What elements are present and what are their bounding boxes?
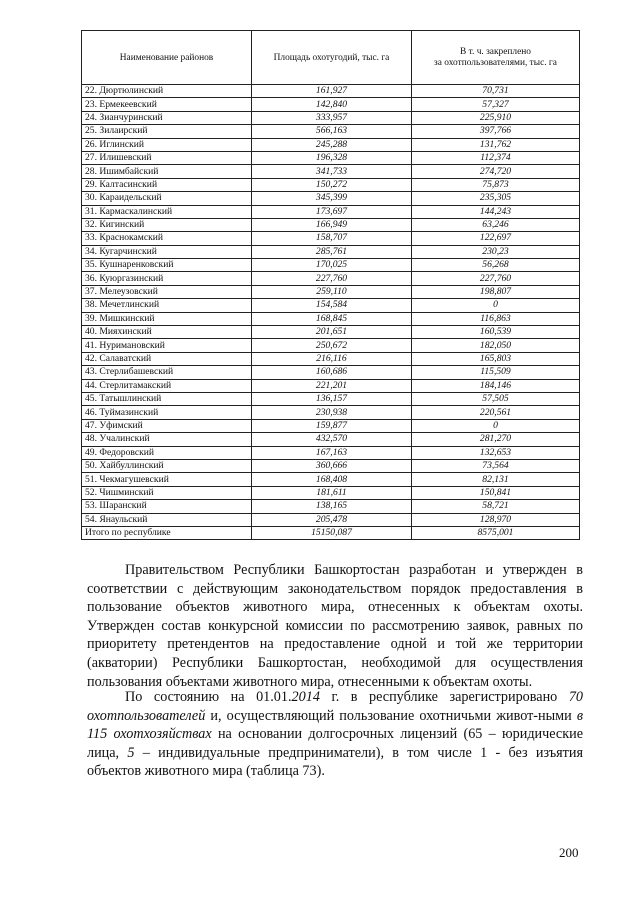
table-row	[82, 419, 580, 432]
assigned-area-cell: 274,720	[412, 165, 580, 178]
table-row	[82, 245, 580, 258]
district-name-cell: 49. Федоровский	[82, 446, 252, 459]
assigned-area-cell: 82,131	[412, 473, 580, 486]
hunting-area-cell: 154,584	[252, 299, 412, 312]
hunting-area-cell: 227,760	[252, 272, 412, 285]
hunting-area-cell: 159,877	[252, 419, 412, 432]
district-name-cell: 40. Мияхинский	[82, 326, 252, 339]
district-name-cell: 37. Мелеузовский	[82, 285, 252, 298]
table-row	[82, 259, 580, 272]
assigned-area-cell: 131,762	[412, 138, 580, 151]
hunting-area-cell: 205,478	[252, 513, 412, 526]
table-row	[82, 473, 580, 486]
assigned-area-cell: 160,539	[412, 326, 580, 339]
hunting-area-cell: 360,666	[252, 459, 412, 472]
hunting-area-cell: 216,116	[252, 352, 412, 365]
assigned-area-cell: 165,803	[412, 352, 580, 365]
table-row	[82, 513, 580, 526]
header-assigned-line1: В т. ч. закреплено	[460, 46, 531, 57]
district-name-cell: 29. Калтасинский	[82, 178, 252, 191]
district-name-cell: 25. Зилаирский	[82, 125, 252, 138]
district-name-cell: 33. Краснокамский	[82, 232, 252, 245]
assigned-area-cell: 144,243	[412, 205, 580, 218]
hunting-area-cell: 250,672	[252, 339, 412, 352]
assigned-area-cell: 57,327	[412, 98, 580, 111]
district-name-cell: 23. Ермекеевский	[82, 98, 252, 111]
assigned-area-cell: 235,305	[412, 192, 580, 205]
table-row	[82, 326, 580, 339]
page-number: 200	[559, 845, 579, 860]
table-row	[82, 392, 580, 405]
assigned-area-cell: 225,910	[412, 111, 580, 124]
assigned-area-cell: 150,841	[412, 486, 580, 499]
p2-year: 2014	[291, 689, 320, 705]
district-name-cell: 45. Татышлинский	[82, 392, 252, 405]
table-row	[82, 459, 580, 472]
header-hunting-area: Площадь охотугодий, тыс. га	[252, 31, 412, 85]
assigned-area-cell: 122,697	[412, 232, 580, 245]
district-name-cell: 30. Караидельский	[82, 192, 252, 205]
district-name-cell: 53. Шаранский	[82, 500, 252, 513]
district-name-cell: Итого по республике	[82, 526, 252, 539]
hunting-area-cell: 150,272	[252, 178, 412, 191]
table-row	[82, 151, 580, 164]
district-name-cell: 26. Иглинский	[82, 138, 252, 151]
table-row	[82, 125, 580, 138]
header-assigned-line2: за охотпользователями, тыс. га	[434, 57, 557, 68]
hunting-area-cell: 168,408	[252, 473, 412, 486]
assigned-area-cell: 397,766	[412, 125, 580, 138]
assigned-area-cell: 220,561	[412, 406, 580, 419]
table-total-row	[82, 526, 580, 539]
hunting-area-cell: 167,163	[252, 446, 412, 459]
table-row	[82, 192, 580, 205]
assigned-area-cell: 227,760	[412, 272, 580, 285]
p2-five: 5	[127, 744, 135, 761]
table-row	[82, 85, 580, 98]
table-row	[82, 178, 580, 191]
table-row	[82, 433, 580, 446]
table-header-row	[82, 31, 580, 85]
hunting-area-cell: 136,157	[252, 392, 412, 405]
table-row	[82, 406, 580, 419]
hunting-grounds-table	[81, 30, 580, 540]
table-row	[82, 352, 580, 365]
paragraph-regulations: Правительством Республики Башкортостан разработан и утвержден в соответствии с действующим законодательством порядок предоставления в пользование объектов животного мира, отнесенных к объектам охоты. Утвержден состав конкурсной комиссии по рассмотрению заявок, равных по приоритету претендентов на предоставление одной и той же территории (акватории) Республики Башкортостан, необходимой для осуществления пользования объектами животного мира, отнесенными к объектам охоты.	[87, 562, 583, 690]
assigned-area-cell: 57,505	[412, 392, 580, 405]
p2-part4: на основании долгосрочных лицензий (65 – юридические лица,	[87, 726, 583, 761]
district-name-cell: 38. Мечетлинский	[82, 299, 252, 312]
district-name-cell: 47. Уфимский	[82, 419, 252, 432]
hunting-area-cell: 230,938	[252, 406, 412, 419]
assigned-area-cell: 8575,001	[412, 526, 580, 539]
hunting-area-cell: 245,288	[252, 138, 412, 151]
hunting-area-cell: 566,163	[252, 125, 412, 138]
hunting-area-cell: 173,697	[252, 205, 412, 218]
assigned-area-cell: 58,721	[412, 500, 580, 513]
district-name-cell: 48. Учалинский	[82, 433, 252, 446]
district-name-cell: 51. Чекмагушевский	[82, 473, 252, 486]
table-row	[82, 299, 580, 312]
table-row	[82, 486, 580, 499]
p2-part1: По состоянию на 01.01.	[125, 689, 292, 705]
district-name-cell: 41. Нуримановский	[82, 339, 252, 352]
hunting-area-cell: 142,840	[252, 98, 412, 111]
table-row	[82, 205, 580, 218]
assigned-area-cell: 281,270	[412, 433, 580, 446]
district-name-cell: 27. Илишевский	[82, 151, 252, 164]
hunting-area-cell: 138,165	[252, 500, 412, 513]
assigned-area-cell: 63,246	[412, 218, 580, 231]
table-row	[82, 339, 580, 352]
district-name-cell: 54. Янаульский	[82, 513, 252, 526]
assigned-area-cell: 198,807	[412, 285, 580, 298]
header-assigned-area	[412, 31, 580, 85]
table-row	[82, 446, 580, 459]
district-name-cell: 42. Салаватский	[82, 352, 252, 365]
table-row	[82, 232, 580, 245]
district-name-cell: 22. Дюртюлинский	[82, 85, 252, 98]
assigned-area-cell: 230,23	[412, 245, 580, 258]
hunting-area-cell: 345,399	[252, 192, 412, 205]
p2-users: 70 охотпользователей	[87, 689, 583, 724]
hunting-area-cell: 166,949	[252, 218, 412, 231]
paragraph-statistics	[87, 688, 583, 781]
hunting-area-cell: 15150,087	[252, 526, 412, 539]
table-row	[82, 366, 580, 379]
table-row	[82, 500, 580, 513]
hunting-area-cell: 285,761	[252, 245, 412, 258]
p2-part2: г. в республике зарегистрировано	[319, 689, 569, 705]
table-row	[82, 111, 580, 124]
table-row	[82, 138, 580, 151]
hunting-area-cell: 168,845	[252, 312, 412, 325]
district-name-cell: 35. Кушнаренковский	[82, 259, 252, 272]
district-name-cell: 44. Стерлитамакский	[82, 379, 252, 392]
hunting-area-cell: 196,328	[252, 151, 412, 164]
hunting-area-cell: 259,110	[252, 285, 412, 298]
assigned-area-cell: 115,509	[412, 366, 580, 379]
hunting-area-cell: 160,686	[252, 366, 412, 379]
assigned-area-cell: 112,374	[412, 151, 580, 164]
hunting-area-cell: 432,570	[252, 433, 412, 446]
hunting-area-cell: 341,733	[252, 165, 412, 178]
district-name-cell: 36. Куюргазинский	[82, 272, 252, 285]
assigned-area-cell: 182,050	[412, 339, 580, 352]
table-row	[82, 285, 580, 298]
assigned-area-cell: 73,564	[412, 459, 580, 472]
assigned-area-cell: 0	[412, 419, 580, 432]
district-name-cell: 43. Стерлибашевский	[82, 366, 252, 379]
assigned-area-cell: 75,873	[412, 178, 580, 191]
district-name-cell: 28. Ишимбайский	[82, 165, 252, 178]
assigned-area-cell: 0	[412, 299, 580, 312]
hunting-area-cell: 161,927	[252, 85, 412, 98]
p2-part5: – индивидуальные предприниматели), в том числе 1 - без изъятия объектов животного мира (таблица 73).	[87, 744, 584, 780]
table-row	[82, 98, 580, 111]
district-name-cell: 24. Зианчуринский	[82, 111, 252, 124]
p2-farms: в 115 охотхозяйствах	[87, 707, 583, 743]
district-name-cell: 46. Туймазинский	[82, 406, 252, 419]
table-row	[82, 312, 580, 325]
table-row	[82, 218, 580, 231]
district-name-cell: 31. Кармаскалинский	[82, 205, 252, 218]
district-name-cell: 52. Чишминский	[82, 486, 252, 499]
hunting-area-cell: 158,707	[252, 232, 412, 245]
table-row	[82, 272, 580, 285]
assigned-area-cell: 132,653	[412, 446, 580, 459]
assigned-area-cell: 128,970	[412, 513, 580, 526]
hunting-area-cell: 221,201	[252, 379, 412, 392]
hunting-area-cell: 181,611	[252, 486, 412, 499]
p2-part3: и, осуществляющий пользование охотничьми живот-ными	[205, 707, 577, 724]
hunting-area-cell: 333,957	[252, 111, 412, 124]
district-name-cell: 39. Мишкинский	[82, 312, 252, 325]
assigned-area-cell: 56,268	[412, 259, 580, 272]
hunting-area-cell: 201,651	[252, 326, 412, 339]
header-district-name: Наименование районов	[82, 31, 252, 85]
district-name-cell: 34. Кугарчинский	[82, 245, 252, 258]
table-row	[82, 379, 580, 392]
table-row	[82, 165, 580, 178]
district-name-cell: 50. Хайбуллинский	[82, 459, 252, 472]
assigned-area-cell: 116,863	[412, 312, 580, 325]
assigned-area-cell: 70,731	[412, 85, 580, 98]
hunting-area-cell: 170,025	[252, 259, 412, 272]
assigned-area-cell: 184,146	[412, 379, 580, 392]
district-name-cell: 32. Кигинский	[82, 218, 252, 231]
